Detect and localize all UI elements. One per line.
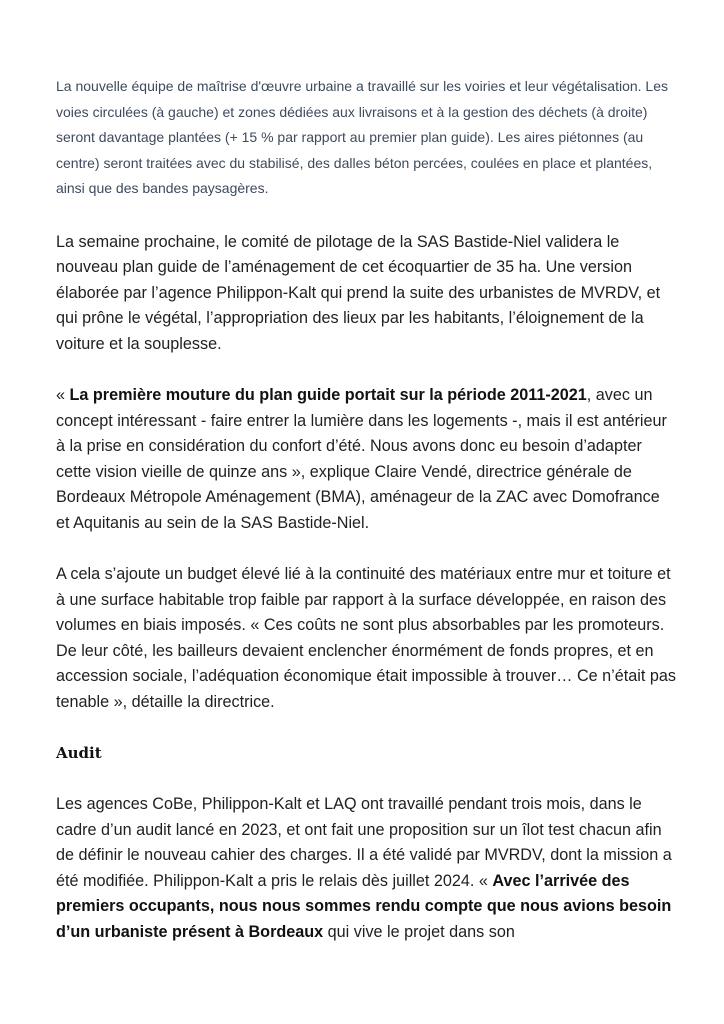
section-heading: Audit <box>56 744 102 762</box>
paragraph-3: A cela s’ajoute un budget élevé lié à la continuité des matériaux entre mur et toiture et à une surface habitable trop faible par rapport à la surface développée, en raison des volumes en biais imposés. « Ces coûts ne sont plus absorbables par les promoteurs. De leur côté, les bailleurs devaient enclencher énormément de fonds propres, et en accession sociale, l’adéquation économique était impossible à trouver… Ce n’était pas tenable », détaille la directrice. <box>56 565 676 711</box>
paragraph-1: La semaine prochaine, le comité de pilotage de la SAS Bastide-Niel validera le nouveau plan guide de l’aménagement de cet écoquartier de 35 ha. Une version élaborée par l’agence Philippon-Kalt qui prend la suite des urbanistes de MVRDV, et qui prône le végétal, l’appropriation des lieux par les habitants, l’éloignement de la voiture et la souplesse. <box>56 232 661 353</box>
paragraph-4 <box>56 792 676 945</box>
paragraph-4-text: Les agences CoBe, Philippon-Kalt et LAQ ont travaillé pendant trois mois, dans le cadre d’un audit lancé en 2023, et ont fait une proposition sur un îlot test chacun afin de définir le nouveau cahier des charges. Il a été validé par MVRDV, dont la mission a été modifiée. Philippon-Kalt a pris le relais dès juillet 2024. « <box>56 795 672 890</box>
paragraph-2-rest: , avec un concept intéressant - faire entrer la lumière dans les logements -, mais il est antérieur à la prise en considération du confort d’été. Nous avons donc eu besoin d’adapter cette vision vieille de quinze ans », explique Claire Vendé, directrice générale de Bordeaux Métropole Aménagement (BMA), aménageur de la ZAC avec Domofrance et Aquitanis au sein de la SAS Bastide-Niel. <box>56 386 667 532</box>
bold-quote-2: Avec l’arrivée des premiers occupants, nous nous sommes rendu compte que nous avions besoin d’un urbaniste présent à Bordeaux <box>56 871 672 941</box>
quote-open: « <box>56 386 70 404</box>
image-caption: La nouvelle équipe de maîtrise d'œuvre urbaine a travaillé sur les voiries et leur végétalisation. Les voies circulées (à gauche) et zones dédiées aux livraisons et à la gestion des déchets (à droite) seront davantage plantées (+ 15 % par rapport au premier plan guide). Les aires piétonnes (au centre) seront traitées avec du stabilisé, des dalles béton percées, coulées en place et plantées, ainsi que des bandes paysagères. <box>56 78 669 196</box>
paragraph-2 <box>56 383 676 536</box>
paragraph-4-rest: qui vive le projet dans son <box>323 922 515 941</box>
bold-quote: La première mouture du plan guide portait sur la période 2011-2021 <box>69 386 587 404</box>
article-body <box>56 74 676 971</box>
